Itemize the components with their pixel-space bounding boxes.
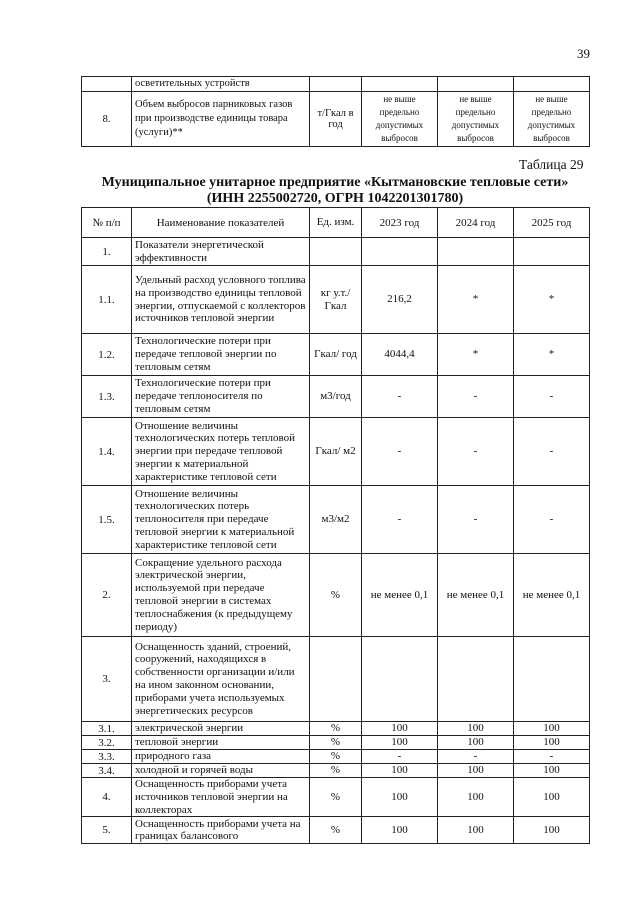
cell-name: Отношение величины технологических потерь теплоносителя при передаче тепловой энергии к материальной характеристике тепловой сети <box>132 486 310 554</box>
cell-name: осветительных устройств <box>132 77 310 92</box>
header-2025: 2025 год <box>514 208 590 238</box>
cell-v2024: 100 <box>438 764 514 778</box>
cell-num: 1.1. <box>82 266 132 334</box>
page-number: 39 <box>577 46 590 61</box>
cell-v2025: 100 <box>514 722 590 736</box>
cell-unit: м3/м2 <box>310 486 362 554</box>
cell-unit: % <box>310 736 362 750</box>
table-row <box>82 418 590 486</box>
cell-unit: Гкал/ год <box>310 334 362 376</box>
cell-name: тепловой энергии <box>132 736 310 750</box>
cell-v2025: не менее 0,1 <box>514 554 590 637</box>
table-header-row <box>82 208 590 238</box>
cell-num: 4. <box>82 778 132 817</box>
cell-name: Отношение величины технологических потерь тепловой энергии при передаче тепловой энергии к материальной характеристике тепловой сети <box>132 418 310 486</box>
cell-num: 1.2. <box>82 334 132 376</box>
cell-v2024: 100 <box>438 722 514 736</box>
cell-v2023 <box>362 77 438 92</box>
previous-table-fragment <box>81 76 590 147</box>
cell-name: природного газа <box>132 750 310 764</box>
cell-v2023 <box>362 637 438 722</box>
cell-v2024: - <box>438 376 514 418</box>
cell-v2023 <box>362 238 438 266</box>
indicators-table <box>81 207 590 844</box>
cell-num: 3.4. <box>82 764 132 778</box>
cell-v2024: - <box>438 418 514 486</box>
table-row <box>82 764 590 778</box>
cell-v2024: * <box>438 334 514 376</box>
table-row <box>82 334 590 376</box>
header-num: № п/п <box>82 208 132 238</box>
cell-v2025 <box>514 637 590 722</box>
cell-v2025: - <box>514 486 590 554</box>
cell-unit: Гкал/ м2 <box>310 418 362 486</box>
cell-name: Сокращение удельного расхода электрической энергии, используемой при передаче тепловой энергии в системах теплоснабжения (к предыдущему периоду) <box>132 554 310 637</box>
cell-v2023: 216,2 <box>362 266 438 334</box>
cell-num: 3.1. <box>82 722 132 736</box>
cell-v2025 <box>514 238 590 266</box>
cell-unit <box>310 238 362 266</box>
table-caption: Таблица 29 <box>519 157 584 172</box>
cell-name: Оснащенность зданий, строений, сооружений, находящихся в собственности организации и/или на ином законном основании, приборами учета используемых энергетических ресурсов <box>132 637 310 722</box>
cell-v2023: 100 <box>362 778 438 817</box>
cell-v2023: - <box>362 750 438 764</box>
cell-v2025: 100 <box>514 764 590 778</box>
header-unit: Ед. изм. <box>310 208 362 238</box>
table-row <box>82 722 590 736</box>
header-2023: 2023 год <box>362 208 438 238</box>
table-row <box>82 486 590 554</box>
cell-v2023: 100 <box>362 817 438 844</box>
cell-unit: % <box>310 554 362 637</box>
cell-v2023: не выше предельно допустимых выбросов <box>362 92 438 147</box>
cell-v2023: 100 <box>362 736 438 750</box>
cell-v2024 <box>438 238 514 266</box>
cell-num: 1.5. <box>82 486 132 554</box>
cell-name: Оснащенность приборами учета на границах балансового <box>132 817 310 844</box>
table-title: Муниципальное унитарное предприятие «Кытмановские тепловые сети» <box>101 175 569 190</box>
cell-v2023: 4044,4 <box>362 334 438 376</box>
cell-name: Удельный расход условного топлива на производство единицы тепловой энергии, отпускаемой с коллекторов источников тепловой энергии <box>132 266 310 334</box>
cell-v2025: 100 <box>514 778 590 817</box>
cell-v2024: 100 <box>438 778 514 817</box>
cell-num <box>82 77 132 92</box>
cell-v2023: - <box>362 376 438 418</box>
cell-unit: % <box>310 817 362 844</box>
cell-name: Показатели энергетической эффективности <box>132 238 310 266</box>
cell-v2024: 100 <box>438 736 514 750</box>
table-row <box>82 750 590 764</box>
cell-name: Оснащенность приборами учета источников тепловой энергии на коллекторах <box>132 778 310 817</box>
cell-v2023: не менее 0,1 <box>362 554 438 637</box>
cell-num: 1. <box>82 238 132 266</box>
cell-v2025: - <box>514 750 590 764</box>
cell-name: холодной и горячей воды <box>132 764 310 778</box>
cell-v2023: 100 <box>362 722 438 736</box>
table-row <box>82 554 590 637</box>
cell-v2024: 100 <box>438 817 514 844</box>
cell-unit <box>310 637 362 722</box>
cell-unit: т/Гкал в год <box>310 92 362 147</box>
cell-v2025: - <box>514 418 590 486</box>
cell-num: 2. <box>82 554 132 637</box>
cell-num: 3.2. <box>82 736 132 750</box>
cell-v2023: - <box>362 418 438 486</box>
table-row <box>82 817 590 844</box>
cell-unit: % <box>310 722 362 736</box>
table-subtitle: (ИНН 2255002720, ОГРН 1042201301780) <box>206 191 464 206</box>
cell-v2025: не выше предельно допустимых выбросов <box>514 92 590 147</box>
cell-name: Технологические потери при передаче теплоносителя по тепловым сетям <box>132 376 310 418</box>
cell-v2025: 100 <box>514 817 590 844</box>
header-2024: 2024 год <box>438 208 514 238</box>
cell-v2025: 100 <box>514 736 590 750</box>
cell-name: Технологические потери при передаче тепловой энергии по тепловым сетям <box>132 334 310 376</box>
cell-unit: кг у.т./ Гкал <box>310 266 362 334</box>
cell-num: 8. <box>82 92 132 147</box>
cell-num: 3.3. <box>82 750 132 764</box>
table-row <box>82 736 590 750</box>
cell-num: 1.3. <box>82 376 132 418</box>
cell-unit: м3/год <box>310 376 362 418</box>
cell-v2025 <box>514 77 590 92</box>
cell-v2024 <box>438 77 514 92</box>
cell-v2024: - <box>438 750 514 764</box>
cell-num: 3. <box>82 637 132 722</box>
cell-unit: % <box>310 764 362 778</box>
cell-v2024: не выше предельно допустимых выбросов <box>438 92 514 147</box>
cell-v2025: * <box>514 334 590 376</box>
cell-v2025: - <box>514 376 590 418</box>
cell-v2024: * <box>438 266 514 334</box>
cell-unit: % <box>310 750 362 764</box>
table-row <box>82 637 590 722</box>
cell-num: 1.4. <box>82 418 132 486</box>
cell-v2024: не менее 0,1 <box>438 554 514 637</box>
cell-name: электрической энергии <box>132 722 310 736</box>
table-row <box>82 778 590 817</box>
table-row <box>82 238 590 266</box>
table-row <box>82 376 590 418</box>
table-row <box>82 266 590 334</box>
cell-unit: % <box>310 778 362 817</box>
cell-v2023: - <box>362 486 438 554</box>
cell-v2024: - <box>438 486 514 554</box>
cell-unit <box>310 77 362 92</box>
cell-num: 5. <box>82 817 132 844</box>
cell-v2023: 100 <box>362 764 438 778</box>
cell-v2024 <box>438 637 514 722</box>
table-row <box>82 77 590 92</box>
cell-name: Объем выбросов парниковых газов при производстве единицы товара (услуги)** <box>132 92 310 147</box>
header-name: Наименование показателей <box>132 208 310 238</box>
table-row <box>82 92 590 147</box>
cell-v2025: * <box>514 266 590 334</box>
